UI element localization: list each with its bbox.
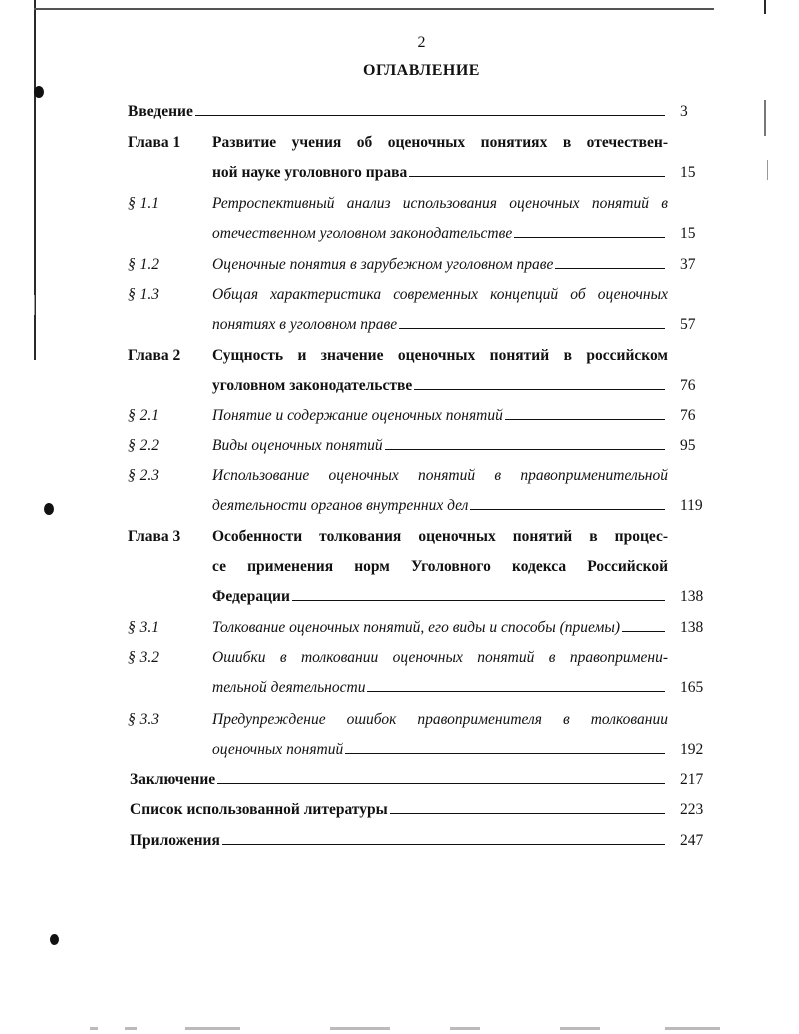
toc-leader (409, 158, 665, 177)
toc-entry-text: Толкование оценочных понятий, его виды и способы (приемы) (212, 619, 621, 636)
toc-leader (514, 219, 665, 238)
scan-border-top (34, 8, 714, 10)
toc-entry-text: ной науке уголовного права (212, 164, 408, 181)
toc-entry-text: отечественном уголовном законодательстве (212, 225, 513, 242)
toc-leader (222, 826, 665, 845)
toc-entry-label: Глава 2 (128, 347, 181, 364)
toc-entry-text: Предупреждение ошибок правоприменителя в толковании (212, 711, 668, 728)
scan-border-right (764, 0, 766, 14)
toc-page-number: 192 (680, 741, 704, 758)
toc-entry-text: деятельности органов внутренних дел (212, 497, 469, 514)
toc-leader (195, 97, 665, 116)
scan-footer-smudge (90, 1027, 98, 1030)
punch-hole-mark (34, 86, 44, 98)
toc-leader (399, 310, 665, 329)
punch-hole-mark (50, 934, 59, 945)
scan-footer-smudge (560, 1027, 600, 1030)
toc-entry-row (130, 826, 665, 856)
toc-page-number: 119 (680, 497, 703, 514)
toc-entry-text: Виды оценочных понятий (212, 437, 383, 454)
toc-entry-text-line (212, 158, 665, 188)
page-number: 2 (417, 34, 426, 51)
toc-entry-label: Глава 1 (128, 134, 181, 151)
toc-leader (385, 431, 665, 450)
toc-page-number: 76 (680, 407, 696, 424)
toc-entry-text: Ретроспективный анализ использования оценочных понятий в (212, 195, 668, 212)
toc-entry-label: § 2.3 (128, 467, 159, 484)
toc-entry-label: § 1.2 (128, 256, 159, 273)
scan-tick-left (34, 295, 35, 315)
scan-tick-right (764, 100, 766, 136)
scan-footer-smudge (185, 1027, 240, 1030)
toc-entry-text: тельной деятельности (212, 679, 366, 696)
toc-leader (470, 491, 665, 510)
toc-entry-title: Заключение (130, 771, 216, 788)
toc-leader (555, 250, 665, 269)
toc-page-number: 37 (680, 256, 696, 273)
toc-entry-text: Оценочные понятия в зарубежном уголовном праве (212, 256, 554, 273)
toc-page-number: 165 (680, 679, 704, 696)
toc-page-number: 15 (680, 164, 696, 181)
toc-entry-label: § 1.3 (128, 286, 159, 303)
toc-entry-label: § 3.1 (128, 619, 159, 636)
toc-leader (414, 371, 665, 390)
toc-leader (345, 735, 665, 754)
toc-entry-row (128, 97, 665, 127)
toc-page-number: 76 (680, 377, 696, 394)
toc-entry-text-line (212, 371, 665, 401)
toc-entry-text-line (212, 219, 665, 249)
scan-tick-right-2 (767, 160, 768, 180)
toc-entry-text: Развитие учения об оценочных понятиях в отечествен- (212, 134, 668, 151)
toc-entry-text: Общая характеристика современных концепций об оценочных (212, 286, 668, 303)
toc-entry-text-line (212, 250, 665, 280)
toc-entry-row (130, 795, 665, 825)
scan-footer-smudge (125, 1027, 137, 1030)
toc-entry-row (130, 765, 665, 795)
toc-entry-label: § 2.1 (128, 407, 159, 424)
toc-entry-text-line (212, 582, 665, 612)
toc-page-number: 217 (680, 771, 704, 788)
punch-hole-mark (44, 503, 54, 515)
toc-leader (367, 673, 665, 692)
toc-entry-text: Ошибки в толковании оценочных понятий в правопримени- (212, 649, 668, 666)
toc-entry-text-line (212, 613, 665, 643)
toc-leader (505, 401, 665, 420)
scan-footer-smudge (665, 1027, 720, 1030)
toc-entry-title: Введение (128, 103, 193, 120)
toc-entry-label: § 3.2 (128, 649, 159, 666)
toc-entry-label: § 1.1 (128, 195, 159, 212)
toc-entry-text-line (212, 735, 665, 765)
toc-page-number: 138 (680, 619, 704, 636)
toc-entry-text: Понятие и содержание оценочных понятий (212, 407, 503, 424)
toc-page-number: 95 (680, 437, 696, 454)
scan-footer-smudge (450, 1027, 480, 1030)
toc-entry-text-line (212, 401, 665, 431)
toc-leader (622, 613, 665, 632)
toc-entry-title: Приложения (130, 832, 220, 849)
scan-footer-smudge (330, 1027, 390, 1030)
toc-entry-text-line (212, 491, 665, 521)
toc-entry-text: уголовном законодательстве (212, 377, 413, 394)
toc-entry-text: понятиях в уголовном праве (212, 316, 398, 333)
toc-entry-text: оценочных понятий (212, 741, 344, 758)
toc-page-number: 15 (680, 225, 696, 242)
toc-entry-label: Глава 3 (128, 528, 181, 545)
toc-entry-text: Федерации (212, 588, 290, 605)
toc-entry-text-line (212, 310, 665, 340)
toc-entry-text: се применения норм Уголовного кодекса Российской (212, 558, 668, 575)
toc-entry-text: Использование оценочных понятий в правоприменительной (212, 467, 668, 484)
page-title: ОГЛАВЛЕНИЕ (363, 62, 480, 79)
toc-leader (292, 582, 665, 601)
toc-entry-text: Сущность и значение оценочных понятий в российском (212, 347, 668, 364)
toc-leader (217, 765, 665, 784)
toc-page-number: 223 (680, 801, 704, 818)
toc-entry-label: § 3.3 (128, 711, 159, 728)
toc-entry-label: § 2.2 (128, 437, 159, 454)
toc-leader (390, 795, 665, 814)
toc-entry-text-line (212, 673, 665, 703)
toc-entry-title: Список использованной литературы (130, 801, 388, 818)
toc-page-number: 247 (680, 832, 704, 849)
toc-page-number: 57 (680, 316, 696, 333)
toc-entry-text-line (212, 431, 665, 461)
toc-page-number: 3 (680, 103, 688, 120)
toc-page-number: 138 (680, 588, 704, 605)
toc-entry-text: Особенности толкования оценочных понятий в процес- (212, 528, 668, 545)
